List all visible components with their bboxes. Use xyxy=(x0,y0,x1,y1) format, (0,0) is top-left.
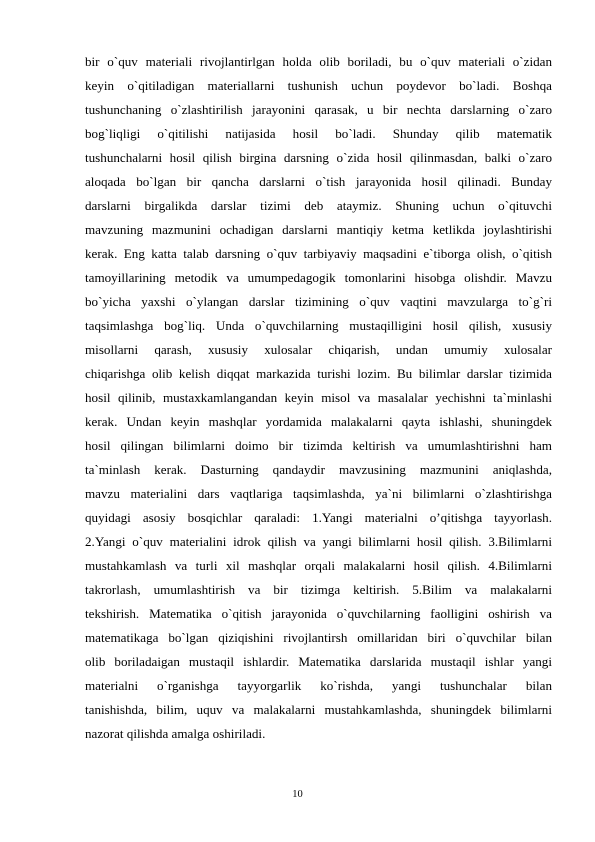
text-line: bo`yicha yaxshi o`ylangan darslar tizimining o`quv vaqtini mavzularga to`g`ri xyxy=(85,294,552,309)
text-line: nazorat qilishda amalga oshiriladi. xyxy=(85,726,266,741)
text-line: tamoyillarining metodik va umumpedagogik tomonlarini hisobga olishdir. Mavzu xyxy=(85,270,552,285)
text-line: mavzuning mazmunini ochadigan darslarni mantiqiy ketma ketlikda joylashtirishi xyxy=(85,222,552,237)
text-line: tanishishda, bilim, uquv va malakalarni mustahkamlashda, shuningdek bilimlarni xyxy=(85,702,552,717)
text-line: tushunchalarni hosil qilish birgina darsning o`zida hosil qilinmasdan, balki o`zaro xyxy=(85,150,552,165)
text-line: misollarni qarash, xususiy xulosalar chiqarish, undan umumiy xulosalar xyxy=(85,342,552,357)
text-line: matematikaga bo`lgan qiziqishini rivojlantirsh omillaridan biri o`quvchilar bilan xyxy=(85,630,552,645)
text-line: takrorlash, umumlashtirish va bir tizimga keltirish. 5.Bilim va malakalarni xyxy=(85,582,552,597)
text-line: kerak. Eng katta talab darsning o`quv tarbiyaviy maqsadini e`tiborga olish, o`qitish xyxy=(85,246,552,261)
text-line: taqsimlashga bog`liq. Unda o`quvchilarning mustaqilligini hosil qilish, xususiy xyxy=(85,318,552,333)
text-line: aloqada bo`lgan bir qancha darslarni o`tish jarayonida hosil qilinadi. Bunday xyxy=(85,174,552,189)
text-line: olib boriladaigan mustaqil ishlardir. Matematika darslarida mustaqil ishlar yangi xyxy=(85,654,552,669)
text-line: 2.Yangi o`quv materialini idrok qilish va yangi bilimlarni hosil qilish. 3.Bilimlarni xyxy=(85,534,552,549)
text-line: tekshirish. Matematika o`qitish jarayonida o`quvchilarning faolligini oshirish va xyxy=(85,606,552,621)
text-line: tushunchaning o`zlashtirilish jarayonini qarasak, u bir nechta darslarning o`zaro xyxy=(85,102,552,117)
text-line: quyidagi asosiy bosqichlar qaraladi: 1.Yangi materialni o’qitishga tayyorlash. xyxy=(85,510,552,525)
text-line: darslarni birgalikda darslar tizimi deb ataymiz. Shuning uchun o`qituvchi xyxy=(85,198,552,213)
text-line: mustahkamlash va turli xil mashqlar orqali malakalarni hosil qilish. 4.Bilimlarni xyxy=(85,558,552,573)
text-line: hosil qilinib, mustaxkamlangandan keyin misol va masalalar yechishni ta`minlashi xyxy=(85,390,552,405)
text-line: bir o`quv materiali rivojlantirlgan holda olib boriladi, bu o`quv materiali o`zidan xyxy=(85,54,552,69)
text-line: chiqarishga olib kelish diqqat markazida turishi lozim. Bu bilimlar darslar tizimida xyxy=(85,366,552,381)
text-line: kerak. Undan keyin mashqlar yordamida malakalarni qayta ishlashi, shuningdek xyxy=(85,414,552,429)
text-line: hosil qilingan bilimlarni doimo bir tizimda keltirish va umumlashtirishni ham xyxy=(85,438,552,453)
text-line: bog`liqligi o`qitilishi natijasida hosil bo`ladi. Shunday qilib matematik xyxy=(85,126,552,141)
page-number: 10 xyxy=(292,789,303,800)
text-line: keyin o`qitiladigan materiallarni tushunish uchun poydevor bo`ladi. Boshqa xyxy=(85,78,552,93)
text-line: ta`minlash kerak. Dasturning qandaydir mavzusining mazmunini aniqlashda, xyxy=(85,462,552,477)
text-line: mavzu materialini dars vaqtlariga taqsimlashda, ya`ni bilimlarni o`zlashtirishga xyxy=(85,486,552,501)
text-line: materialni o`rganishga tayyorgarlik ko`rishda, yangi tushunchalar bilan xyxy=(85,678,552,693)
